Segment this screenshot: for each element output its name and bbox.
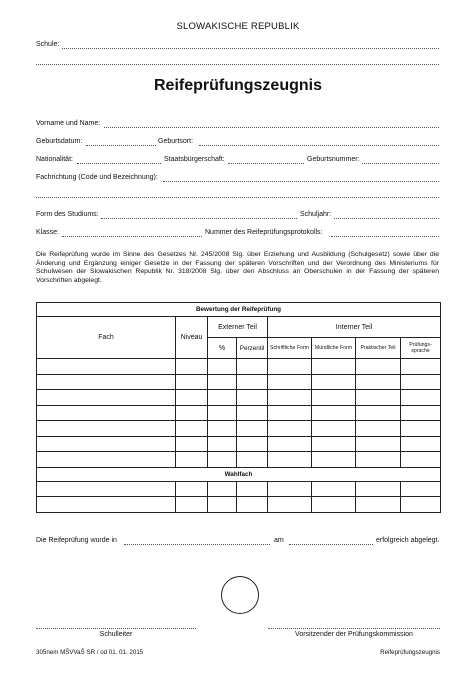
field-of-study-field-2[interactable] (36, 197, 439, 198)
col-oral-header: Mündliche Form (312, 338, 356, 359)
country-header: SLOWAKISCHE REPUBLIK (176, 21, 300, 32)
chairman-signature-line[interactable] (268, 628, 440, 629)
elective-header: Wahlfach (37, 467, 441, 481)
class-field[interactable] (62, 236, 202, 237)
principal-signature-line[interactable] (36, 628, 196, 629)
table-row (37, 390, 441, 406)
birthplace-field[interactable] (199, 145, 439, 146)
citizenship-label: Staatsbürgerschaft: (164, 156, 225, 163)
principal-label: Schulleiter (99, 631, 133, 638)
study-form-field[interactable] (101, 218, 297, 219)
school-field[interactable] (62, 48, 439, 49)
nationality-field[interactable] (77, 163, 161, 164)
protocol-number-label: Nummer des Reifeprüfungsprotokolls: (205, 229, 323, 236)
col-level-header: Niveau (176, 317, 208, 359)
col-subject-header: Fach (37, 317, 176, 359)
birthdate-label: Geburtsdatum: (36, 138, 83, 145)
table-row (37, 481, 441, 497)
birthdate-field[interactable] (86, 145, 156, 146)
passed-place-field[interactable] (124, 544, 270, 545)
table-row (37, 405, 441, 421)
birthnumber-label: Geburtsnummer: (307, 156, 360, 163)
table-title: Bewertung der Reifeprüfung (37, 303, 441, 317)
nationality-label: Nationalität: (36, 156, 73, 163)
table-row (37, 421, 441, 437)
external-part-header: Externer Teil (208, 317, 268, 338)
chairman-label: Vorsitzender der Prüfungskommission (295, 631, 413, 638)
class-label: Klasse: (36, 229, 59, 236)
table-row (37, 497, 441, 513)
school-year-field[interactable] (334, 218, 439, 219)
birthplace-label: Geburtsort: (158, 138, 194, 145)
passed-prefix: Die Reifeprüfung wurde in (36, 537, 117, 544)
name-field[interactable] (104, 127, 439, 128)
form-code: 305nem MŠVVaŠ SR / od 01. 01. 2015 (36, 649, 144, 656)
internal-part-header: Interner Teil (268, 317, 441, 338)
evaluation-table (36, 302, 441, 513)
name-label: Vorname und Name: (36, 120, 101, 127)
birthnumber-field[interactable] (362, 163, 439, 164)
table-row (37, 359, 441, 375)
school-field-2[interactable] (36, 64, 439, 65)
citizenship-field[interactable] (228, 163, 304, 164)
passed-date-field[interactable] (289, 544, 373, 545)
study-form-label: Form des Studiums: (36, 211, 99, 218)
passed-suffix: erfolgreich abgelegt. (376, 537, 440, 544)
table-row (37, 374, 441, 390)
table-row (37, 436, 441, 452)
col-written-header: Schriftliche Form (268, 338, 312, 359)
col-percentile-header: Perzentil (237, 338, 268, 359)
col-exam-language-header: Prüfungs-sprache (401, 338, 441, 359)
passed-on-label: am (274, 537, 284, 544)
protocol-number-field[interactable] (331, 236, 439, 237)
document-name-footer: Reifeprüfungszeugnis (380, 649, 440, 656)
legal-paragraph: Die Reifeprüfung wurde im Sinne des Gesetzes Nr. 245/2008 Slg. über Erziehung und Ausbildung (Schulgesetz) sowie über die Änderung und Ergänzung einiger Gesetze in der Fassung der späteren Vorschriften und der Verordnung des Ministeriums für Schulwesen der Slowakischen Republik Nr. 318/2008 Slg. über den Abschluss an Oberschulen in der Fassung der späteren Vorschriften abgelegt. (36, 251, 439, 285)
table-row (37, 452, 441, 468)
school-label: Schule: (36, 41, 60, 48)
field-of-study-label: Fachrichtung (Code und Bezeichnung): (36, 174, 158, 181)
field-of-study-field[interactable] (163, 181, 439, 182)
official-stamp (221, 576, 259, 614)
col-practical-header: Praktischer Teil (356, 338, 401, 359)
col-percent-header: % (208, 338, 237, 359)
school-year-label: Schuljahr: (300, 211, 332, 218)
document-title: Reifeprüfungszeugnis (153, 77, 322, 94)
